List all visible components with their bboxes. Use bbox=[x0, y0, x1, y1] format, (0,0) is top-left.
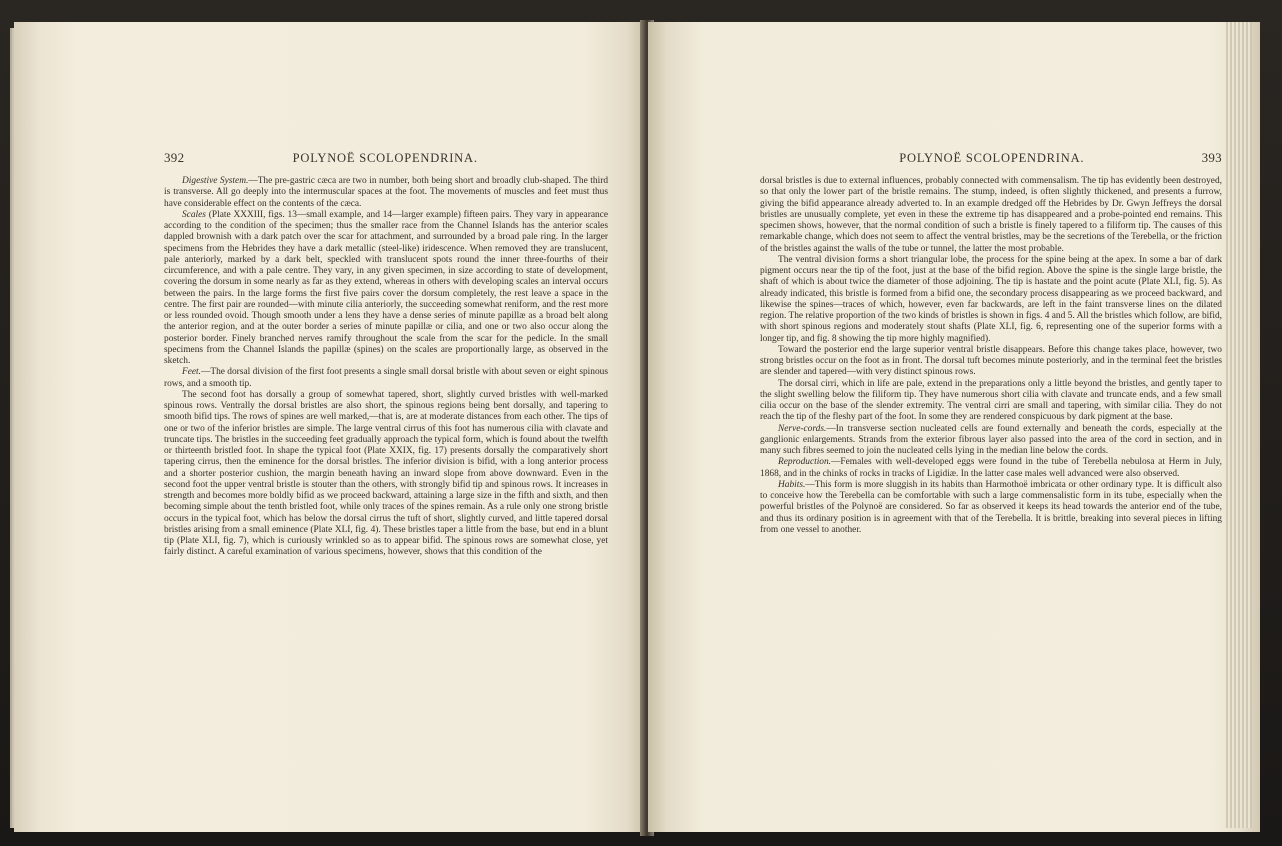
right-page-text bbox=[760, 176, 1222, 536]
paragraph: Reproduction.—Females with well-developed eggs were found in the tube of Terebella nebulosa at Herm in July, 1868, and in the chinks of rocks in tracks of Ligidiæ. In the latter case males well advanced were also observed. bbox=[760, 457, 1222, 479]
right-page-header bbox=[760, 150, 1222, 166]
paragraph: The second foot has dorsally a group of somewhat tapered, short, slightly curved bristles with well-marked spinous rows. Ventrally the dorsal bristles are also short, the spinous regions being bent dorsally, and tapering to smooth bifid tips. The rows of spines are well marked,—that is, are at moderate distances from each other. The tips of one or two of the inferior bristles are simple. The large ventral cirrus of this foot has numerous cilia with clavate and truncate tips. The bristles in the succeeding feet gradually approach the typical form, which is found about the twelfth or thirteenth bristled foot. In shape the typical foot (Plate XXIX, fig. 17) presents dorsally the comparatively short tapering cirrus, then the eminence for the dorsal bristles. The inferior division is bifid, with a long anterior process and a shorter posterior cushion, the margin beneath having an inward slope from above downward. Even in the second foot the upper ventral bristle is stouter than the others, with strongly bifid tip and spinous rows. It increases in strength and becomes more boldly bifid as we proceed backward, attaining a large size in the fifth and sixth, and then becoming simple about the tenth bristled foot, while only traces of the spines remain. As a rule only one strong bristle occurs in the typical foot, which has below the dorsal cirrus the tuft of short, slightly curved, and little tapered dorsal bristles arising from a small eminence (Plate XLI, fig. 4). These bristles taper a little from the base, but end in a blunt tip (Plate XLI, fig. 7), which is curiously wrinkled so as to appear bifid. The spinous rows are somewhat close, yet fairly distinct. A careful examination of various specimens, however, shows that this condition of the bbox=[164, 389, 608, 558]
paragraph: Toward the posterior end the large superior ventral bristle disappears. Before this change takes place, however, two strong bristles occur on the foot as in front. The dorsal tuft becomes minute posteriorly, and in the terminal feet the bristles are slender and tapered—with very distinct spinous rows. bbox=[760, 344, 1222, 378]
left-page bbox=[14, 22, 646, 832]
right-page-number: 393 bbox=[1201, 150, 1222, 165]
paragraph: Scales (Plate XXXIII, figs. 13—small example, and 14—larger example) fifteen pairs. They vary in appearance according to the condition of the specimen; thus the smaller race from the Channel Islands has the anterior scales dappled brownish with a dark patch over the scar for attachment, and surrounded by a broad pale ring. In the larger specimens from the Hebrides they have a dark metallic (steel-like) iridescence. When removed they are translucent, pale anteriorly, marked by a dark belt, speckled with translucent spots round the inner three-fourths of their circumference, and with a pale centre. They vary, in any given specimen, in size according to state of development, covering the dorsum in some nearly as far as they extend, whereas in others with developing scales an interval occurs between the pairs. In the large forms the first five pairs cover the dorsum completely, the rest leave a space in the centre. The first pair are rounded—with minute cilia anteriorly, the succeeding somewhat reniform, and the rest more or less rounded ovoid. Though smooth under a lens they have a dense series of minute papillæ as a broad belt along the anterior region, and at the outer border a series of minute papillæ or cilia, and one or two also occur along the posterior border. Finely branched nerves ramify throughout the scale from the scar for the pedicle. In the small specimens from the Channel Islands the papillæ (spines) on the scales are proportionally large, as observed in the sketch. bbox=[164, 209, 608, 366]
paragraph: The dorsal cirri, which in life are pale, extend in the preparations only a little beyond the bristles, and gently taper to the slight swelling below the filiform tip. They have numerous short cilia with clavate and truncate ends, and a few small cilia occur on the base of the slender extremity. The ventral cirri are small and tapering, with similar cilia. They do not reach the tip of the fleshy part of the foot. In some they are rendered conspicuous by dark pigment at the base. bbox=[760, 378, 1222, 423]
right-running-head: POLYNOË SCOLOPENDRINA. bbox=[899, 151, 1085, 165]
left-page-text bbox=[164, 176, 608, 559]
right-page bbox=[648, 22, 1260, 832]
paragraph: dorsal bristles is due to external influences, probably connected with commensalism. The tip has evidently been destroyed, so that only the lower part of the bristle remains. The stump, indeed, is often slightly thickened, and presents a furrow, giving the bifid appearance already adverted to. In an example dredged off the Hebrides by Dr. Gwyn Jeffreys the dorsal bristles are unusually complete, yet even in these the extreme tip has disappeared and a probe-pointed end remains. This specimen shows, however, that the normal condition of such a bristle is finely tapered to a filiform tip. The causes of this remarkable change, which does not seem to affect the ventral bristles, may be the secretions of the Terebella, or the friction of the bristles against the walls of the tube or tunnel, the latter the most probable. bbox=[760, 176, 1222, 254]
paragraph: Digestive System.—The pre-gastric cæca are two in number, both being short and broadly club-shaped. The third is transverse. All go deeply into the intermuscular spaces at the foot. The movements of muscles and feet must thus have considerable effect on the contents of the cæca. bbox=[164, 176, 609, 209]
paragraph: Nerve-cords.—In transverse section nucleated cells are found externally and beneath the cords, especially at the ganglionic enlargements. Strands from the exterior fibrous layer also passed into the area of the cord in section, and in many such fibres seemed to join the nucleated cells lying in the median line below the cords. bbox=[760, 423, 1222, 456]
left-page-number: 392 bbox=[164, 150, 185, 165]
left-running-head: POLYNOË SCOLOPENDRINA. bbox=[292, 151, 478, 165]
paragraph: Feet.—The dorsal division of the first foot presents a single small dorsal bristle with about seven or eight spinous rows, and a smooth tip. bbox=[164, 367, 608, 389]
paragraph: The ventral division forms a short triangular lobe, the process for the spine being at the apex. In some a bar of dark pigment occurs near the tip of the foot, just at the base of the bifid region. Above the spine is the single large bristle, the shaft of which is about twice the diameter of those adjoining. The tip is hastate and the point acute (Plate XLI, fig. 5). As already indicated, this bristle is formed from a bifid one, the secondary process disappearing as we proceed backward, and likewise the spines—traces of which, however, even far backwards, are left in the faint transverse lines on the dilated region. The relative proportion of the two kinds of bristles is shown in figs. 4 and 5. All the bristles which follow, are bifid, with short spinous regions and moderately stout shafts (Plate XLI, fig. 6, representing one of the superior forms with a longer tip, and fig. 8 showing the tip more highly magnified). bbox=[760, 254, 1222, 344]
right-page-edges bbox=[1226, 22, 1252, 828]
left-page-header bbox=[164, 150, 608, 166]
paragraph: Habits.—This form is more sluggish in its habits than Harmothoë imbricata or other ordinary type. It is difficult also to conceive how the Terebella can be comfortable with such a large commensalistic form in its tube, especially when the powerful bristles of the Polynoë are considered. So far as observed it keeps its head towards the anterior end of the tube, and thus its ordinary position is in agreement with that of the Terebella. It is brittle, breaking into several pieces in lifting from one vessel to another. bbox=[760, 479, 1222, 535]
